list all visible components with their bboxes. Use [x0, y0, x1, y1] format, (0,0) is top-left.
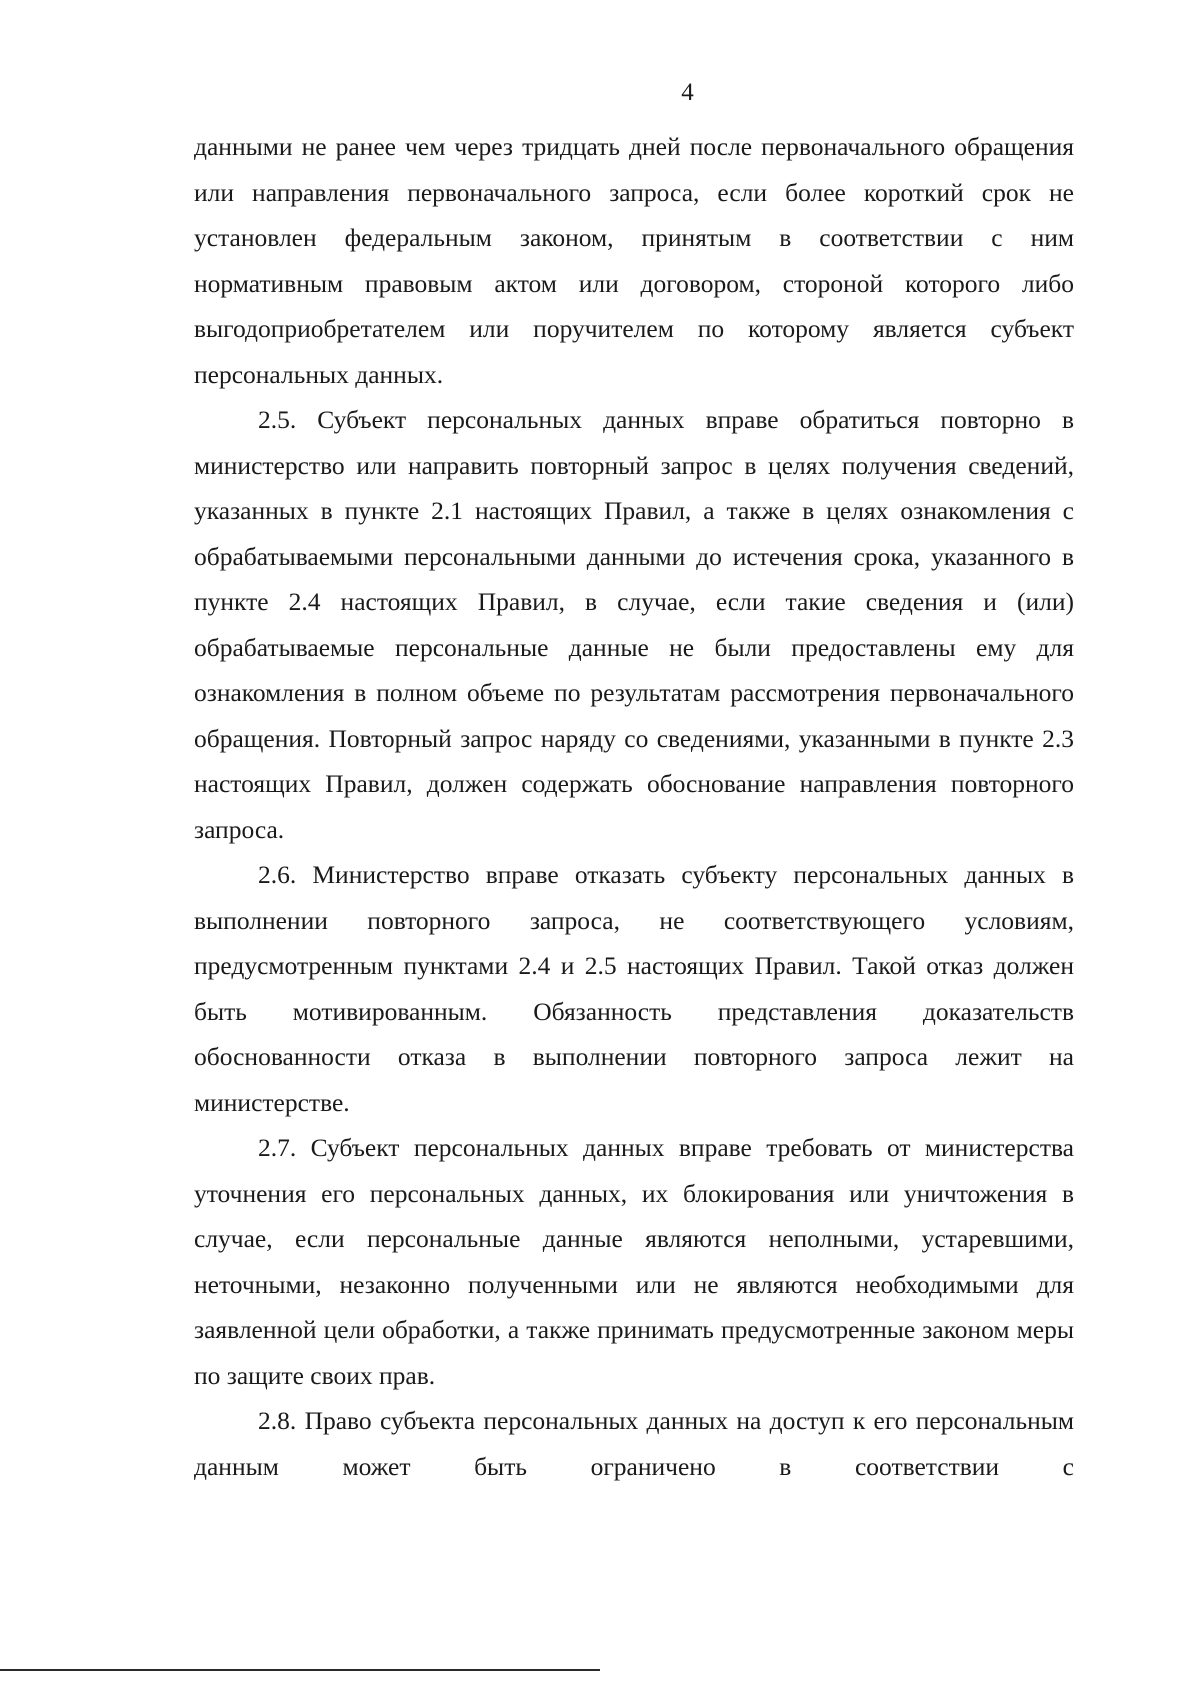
paragraph-2-7: 2.7. Субъект персональных данных вправе требовать от министерства уточнения его персональных данных, их блокирования или уничтожения в случае, если персональные данные являются неполными, устаревшими, неточными, незаконно полученными или не являются необходимыми для заявленной цели обработки, а также принимать предусмотренные законом меры по защите своих прав. [194, 1133, 1074, 1390]
page-bottom-rule [0, 1669, 600, 1671]
paragraph-2-8: 2.8. Право субъекта персональных данных на доступ к его персональным данным может быть ограничено в соответствии с [194, 1406, 1074, 1481]
paragraph-2-5: 2.5. Субъект персональных данных вправе обратиться повторно в министерство или направить повторный запрос в целях получения сведений, указанных в пункте 2.1 настоящих Правил, а также в целях ознакомления с обрабатываемыми персональными данными до истечения срока, указанного в пункте 2.4 настоящих Правил, в случае, если такие сведения и (или) обрабатываемые персональные данные не были предоставлены ему для ознакомления в полном объеме по результатам рассмотрения первоначального обращения. Повторный запрос наряду со сведениями, указанными в пункте 2.3 настоящих Правил, должен содержать обоснование направления повторного запроса. [194, 405, 1074, 844]
paragraph-2-6: 2.6. Министерство вправе отказать субъекту персональных данных в выполнении повторного запроса, не соответствующего условиям, предусмотренным пунктами 2.4 и 2.5 настоящих Правил. Такой отказ должен быть мотивированным. Обязанность представления доказательств обоснованности отказа в выполнении повторного запроса лежит на министерстве. [194, 860, 1074, 1117]
document-body [194, 124, 1074, 1489]
page-number: 4 [681, 79, 694, 106]
paragraph-continuation: данными не ранее чем через тридцать дней после первоначального обращения или направления первоначального запроса, если более короткий срок не установлен федеральным законом, принятым в соответствии с ним нормативным правовым актом или договором, стороной которого либо выгодоприобретателем или поручителем по которому является субъект персональных данных. [194, 132, 1074, 389]
